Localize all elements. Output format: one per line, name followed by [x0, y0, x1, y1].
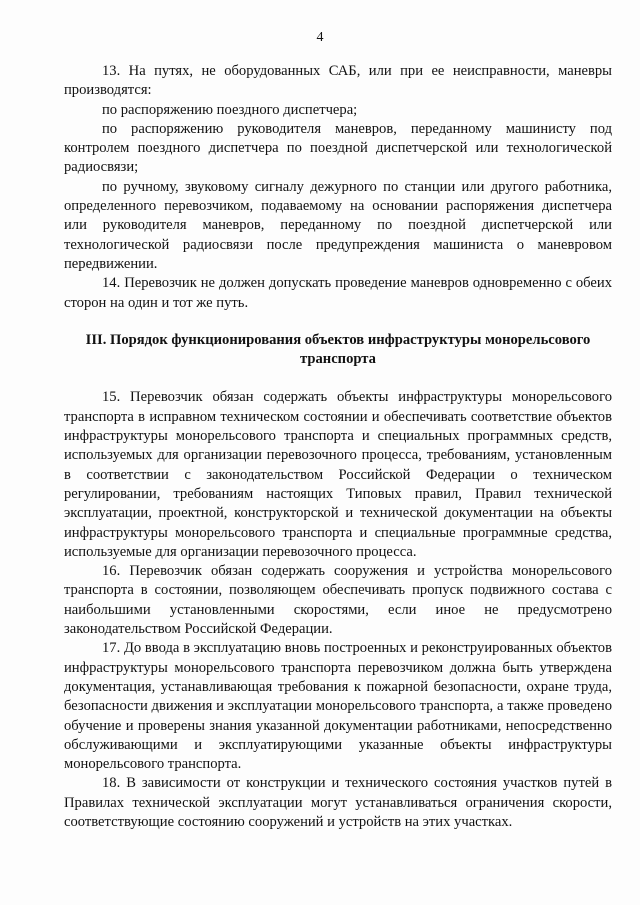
paragraph-17: 17. До ввода в эксплуатацию вновь построенных и реконструированных объектов инфраструктуры монорельсового транспорта перевозчиком должна быть утверждена документация, устанавливающая требования к пожарной безопасности, охране труда, безопасности движения и эксплуатации монорельсового транспорта, а также проведено обучение и проверены знания указанной документации работниками, непосредственно обслуживающими и эксплуатирующими указанные объекты инфраструктуры монорельсового транспорта. — [64, 640, 612, 773]
paragraph-13-item-2: по распоряжению руководителя маневров, переданному машинисту под контролем поездного диспетчера по поездной диспетчерской или технологической радиосвязи; — [64, 120, 612, 176]
page-number: 4 — [316, 30, 324, 45]
paragraph-13-item-3: по ручному, звуковому сигналу дежурного по станции или другого работника, определенного перевозчиком, подаваемому на основании распоряжения диспетчера или руководителя маневров, переданному по поездной диспетчерской или технологической радиосвязи после предупреждения машиниста о маневровом передвижении. — [64, 178, 612, 272]
document-body — [64, 62, 612, 832]
paragraph-15: 15. Перевозчик обязан содержать объекты инфраструктуры монорельсового транспорта в исправном техническом состоянии и обеспечивать соответствие объектов инфраструктуры монорельсового транспорта и специальных программных средств, используемых для организации перевозочного процесса, требованиям, установленным в соответствии с законодательством Российской Федерации о техническом регулировании, требованиям настоящих Типовых правил, Правил технической эксплуатации, проектной, конструкторской и технической документации на объекты инфраструктуры монорельсового транспорта и специальные программные средства, используемые для организации перевозочного процесса. — [64, 389, 612, 560]
paragraph-14: 14. Перевозчик не должен допускать проведение маневров одновременно с обеих сторон на один и тот же путь. — [64, 275, 612, 311]
paragraph-13: 13. На путях, не оборудованных САБ, или при ее неисправности, маневры производятся: — [64, 63, 612, 99]
section-heading: III. Порядок функционирования объектов инфраструктуры монорельсового транспорта — [85, 331, 591, 368]
paragraph-16: 16. Перевозчик обязан содержать сооружения и устройства монорельсового транспорта в состоянии, позволяющем обеспечивать пропуск подвижного состава с наибольшими установленными скоростями, если иное не предусмотрено законодательством Российской Федерации. — [64, 563, 612, 638]
paragraph-18: 18. В зависимости от конструкции и технического состояния участков путей в Правилах технической эксплуатации могут устанавливаться ограничения скорости, соответствующие состоянию сооружений и устройств на этих участках. — [64, 775, 612, 830]
paragraph-13-item-1: по распоряжению поездного диспетчера; — [102, 101, 358, 118]
